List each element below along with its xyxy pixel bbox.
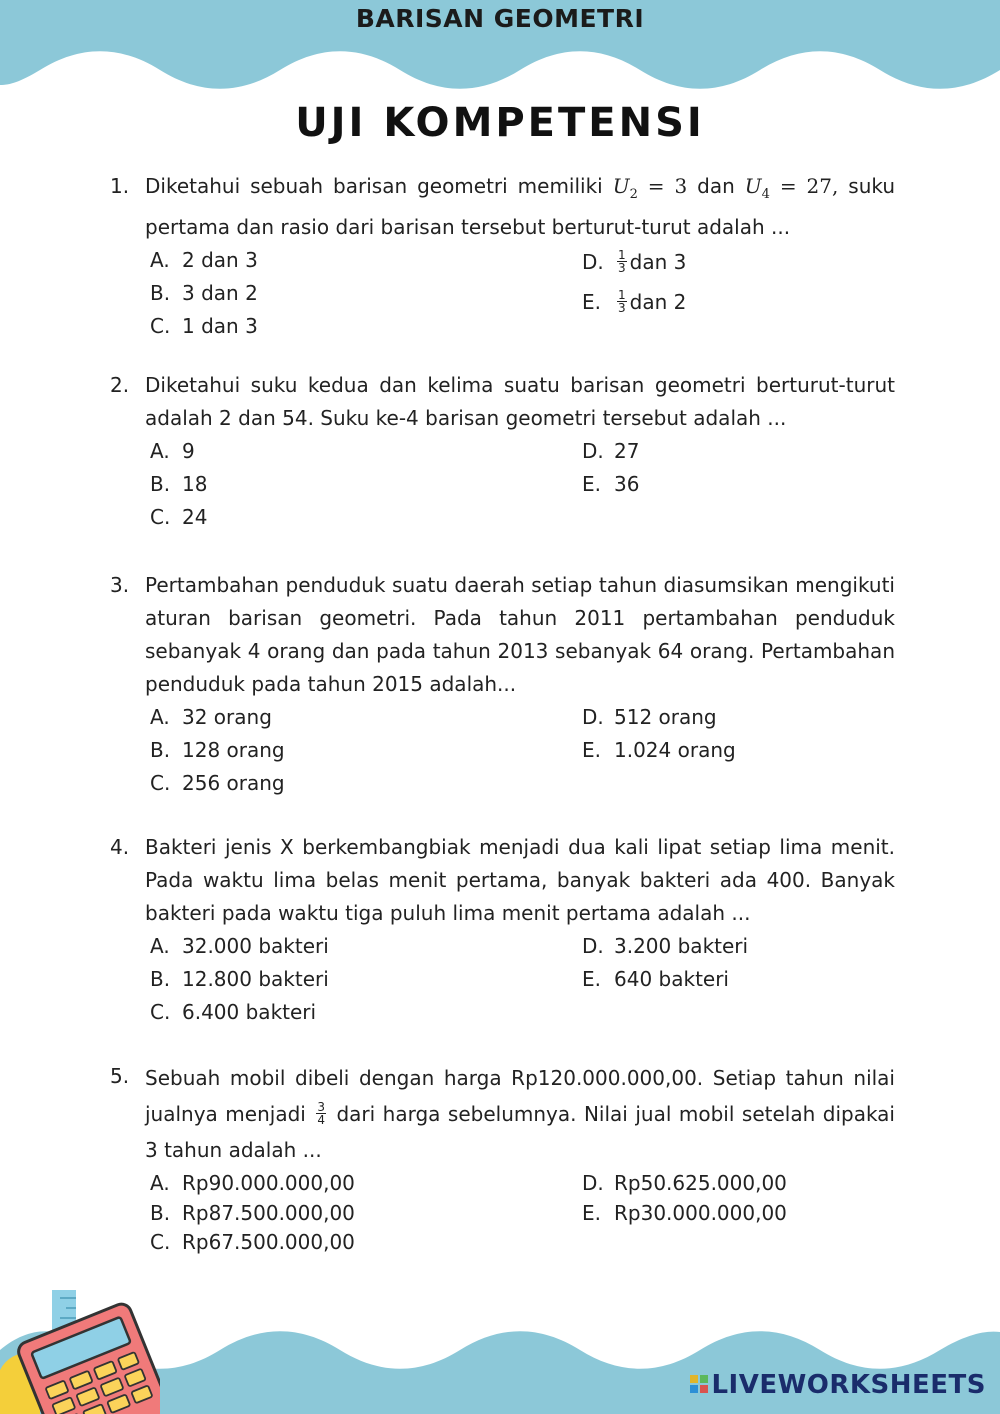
- option-e[interactable]: E. $\frac{1}{3}$ dan 2: [582, 288, 687, 315]
- option-b[interactable]: B. 3 dan 2: [150, 281, 258, 305]
- option-a[interactable]: A. 9: [150, 439, 195, 463]
- calculator-illustration: [0, 1290, 160, 1414]
- option-c[interactable]: C. 6.400 bakteri: [150, 1000, 317, 1024]
- option-c[interactable]: C. 24: [150, 505, 208, 529]
- question-number: 5.: [110, 1064, 130, 1088]
- question-text: Bakteri jenis X berkembangbiak menjadi dua kali lipat setiap lima menit. Pada waktu lima belas menit pertama, banyak bakteri ada 400. Banyak bakteri pada waktu tiga puluh lima menit pertama adalah ...: [145, 835, 895, 925]
- option-d[interactable]: D. 3.200 bakteri: [582, 934, 749, 958]
- option-a[interactable]: A. 2 dan 3: [150, 248, 258, 272]
- option-a[interactable]: A. 32.000 bakteri: [150, 934, 329, 958]
- option-c[interactable]: C. 256 orang: [150, 771, 285, 795]
- page-title: UJI KOMPETENSI: [295, 100, 705, 146]
- option-c[interactable]: C. 1 dan 3: [150, 314, 258, 338]
- option-d[interactable]: D. 27: [582, 439, 640, 463]
- fraction: $\frac{3}{4}$: [317, 1100, 325, 1127]
- option-d[interactable]: D. $\frac{1}{3}$ dan 3: [582, 248, 687, 275]
- option-e[interactable]: E. 640 bakteri: [582, 967, 729, 991]
- question-3: [110, 569, 895, 801]
- option-b[interactable]: B. 128 orang: [150, 738, 285, 762]
- brand-text: LIVEWORKSHEETS: [711, 1370, 986, 1400]
- option-b[interactable]: B. 18: [150, 472, 208, 496]
- header-title: BARISAN GEOMETRI: [355, 4, 645, 33]
- question-5: [110, 1060, 895, 1258]
- option-d[interactable]: D. Rp50.625.000,00: [582, 1171, 787, 1195]
- question-text: Diketahui suku kedua dan kelima suatu barisan geometri berturut-turut adalah 2 dan 54. Suku ke-4 barisan geometri tersebut adalah ...: [145, 373, 895, 430]
- question-4: [110, 831, 895, 1030]
- question-1: [110, 170, 895, 344]
- liveworksheets-logo-icon: [690, 1375, 708, 1393]
- question-number: 1.: [110, 174, 130, 198]
- question-number: 4.: [110, 835, 130, 859]
- option-e[interactable]: E. 36: [582, 472, 640, 496]
- option-b[interactable]: B. Rp87.500.000,00: [150, 1201, 355, 1225]
- question-number: 2.: [110, 373, 130, 397]
- option-e[interactable]: E. Rp30.000.000,00: [582, 1201, 787, 1225]
- question-2: [110, 369, 895, 535]
- option-e[interactable]: E. 1.024 orang: [582, 738, 736, 762]
- question-text: Pertambahan penduduk suatu daerah setiap tahun diasumsikan mengikuti aturan barisan geometri. Pada tahun 2011 pertambahan penduduk sebanyak 4 orang dan pada tahun 2013 sebanyak 64 orang. Pertambahan penduduk pada tahun 2015 adalah...: [145, 573, 895, 696]
- question-number: 3.: [110, 573, 130, 597]
- option-b[interactable]: B. 12.800 bakteri: [150, 967, 329, 991]
- question-text: Sebuah mobil dibeli dengan harga Rp120.000.000,00. Setiap tahun nilai jualnya menjadi $\frac{3}{4}$ dari harga sebelumnya. Nilai jual mobil setelah dipakai 3 tahun adalah ...: [145, 1066, 895, 1162]
- liveworksheets-brand[interactable]: [690, 1370, 986, 1400]
- option-a[interactable]: A. 32 orang: [150, 705, 272, 729]
- option-a[interactable]: A. Rp90.000.000,00: [150, 1171, 355, 1195]
- option-c[interactable]: C. Rp67.500.000,00: [150, 1230, 355, 1254]
- option-d[interactable]: D. 512 orang: [582, 705, 717, 729]
- calculator-icon: [16, 1301, 160, 1414]
- question-text: Diketahui sebuah barisan geometri memiliki $U_2 = 3$ dan $U_4 = 27$, suku pertama dan rasio dari barisan tersebut berturut-turut adalah ...: [145, 174, 896, 239]
